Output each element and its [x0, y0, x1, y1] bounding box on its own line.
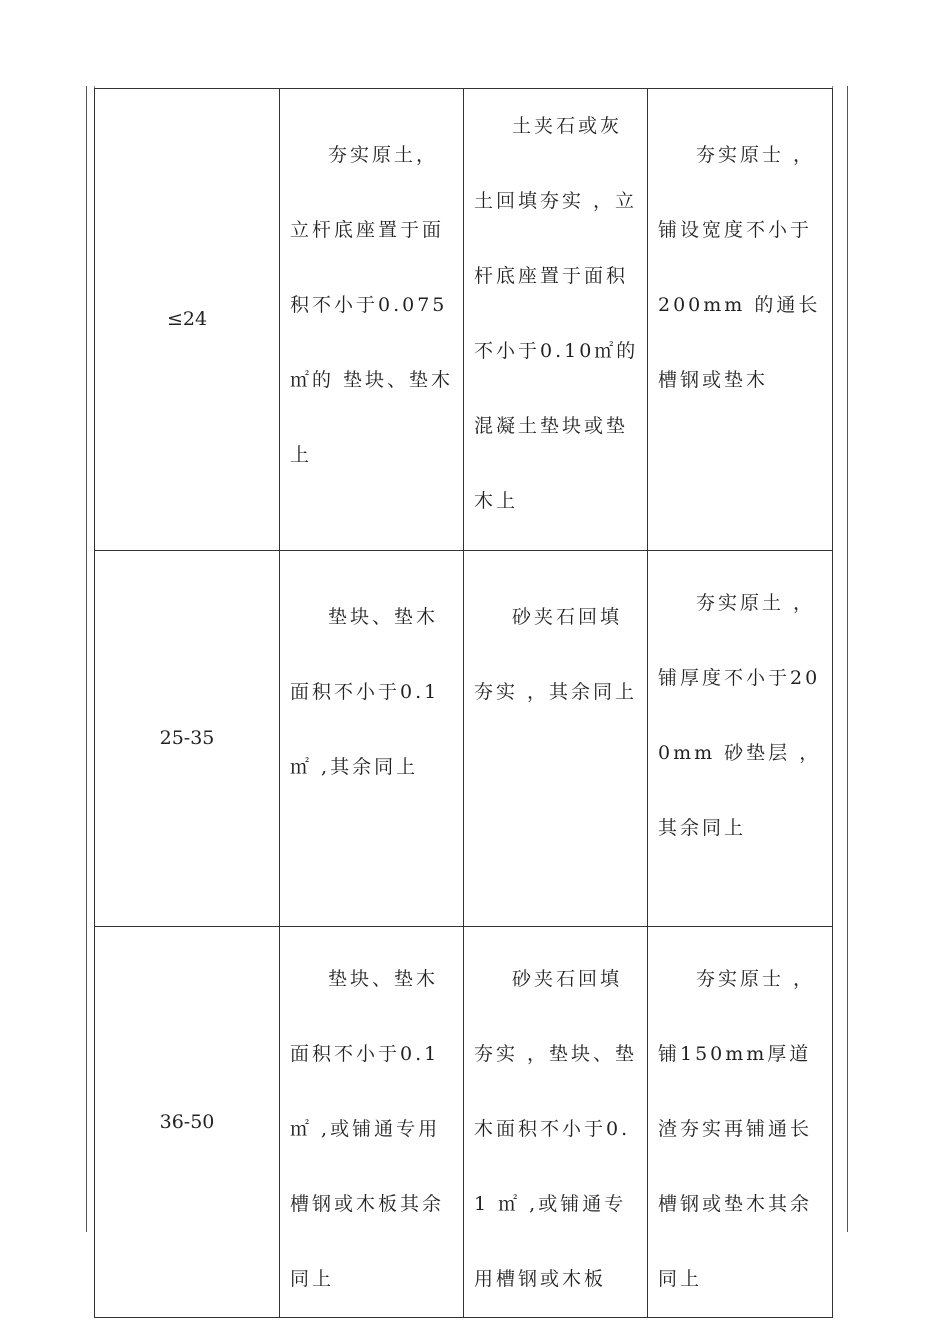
- height-cell: 36-50: [95, 927, 280, 1318]
- foundation-table: [94, 88, 833, 1318]
- foundation-cell: [280, 927, 464, 1318]
- cell-text: 夯实原士 ，铺150mm厚道渣夯实再铺通长槽钢或垫木其余同上: [658, 968, 816, 1290]
- cell-text: 夯实原土，立杆底座置于面积不小于0.075㎡的 垫块、垫木上: [290, 144, 454, 466]
- cell-text: 垫块、垫木面积不小于0.1㎡ ,或铺通专用槽钢或木板其余同上: [290, 968, 445, 1290]
- foundation-cell: [648, 927, 833, 1318]
- foundation-cell: [280, 551, 464, 927]
- table-row: [95, 551, 833, 927]
- cell-text: 夯实原土 ，铺厚度不小于200mm 砂垫层 ，其余同上: [658, 592, 822, 839]
- foundation-cell: [648, 89, 833, 551]
- foundation-cell: [464, 927, 648, 1318]
- table-row: [95, 89, 833, 551]
- cell-text: 垫块、垫木面积不小于0.1㎡ ,其余同上: [290, 606, 440, 778]
- height-cell: 25-35: [95, 551, 280, 927]
- table-row: [95, 927, 833, 1318]
- foundation-cell: [464, 89, 648, 551]
- cell-text: 砂夹石回填夯实 ，垫块、垫木面积不小于0.1 ㎡ ,或铺通专用槽钢或木板: [474, 968, 638, 1290]
- height-cell: ≤24: [95, 89, 280, 551]
- foundation-cell: [464, 551, 648, 927]
- cell-text: 砂夹石回填夯实 ，其余同上: [474, 606, 638, 703]
- foundation-cell: [280, 89, 464, 551]
- foundation-cell: [648, 551, 833, 927]
- cell-text: 夯实原士 ，铺设宽度不小于200mm 的通长槽钢或垫木: [658, 144, 821, 391]
- cell-text: 土夹石或灰土回填夯实 ，立杆底座置于面积不小于0.10㎡的混凝土垫块或垫木上: [474, 115, 639, 512]
